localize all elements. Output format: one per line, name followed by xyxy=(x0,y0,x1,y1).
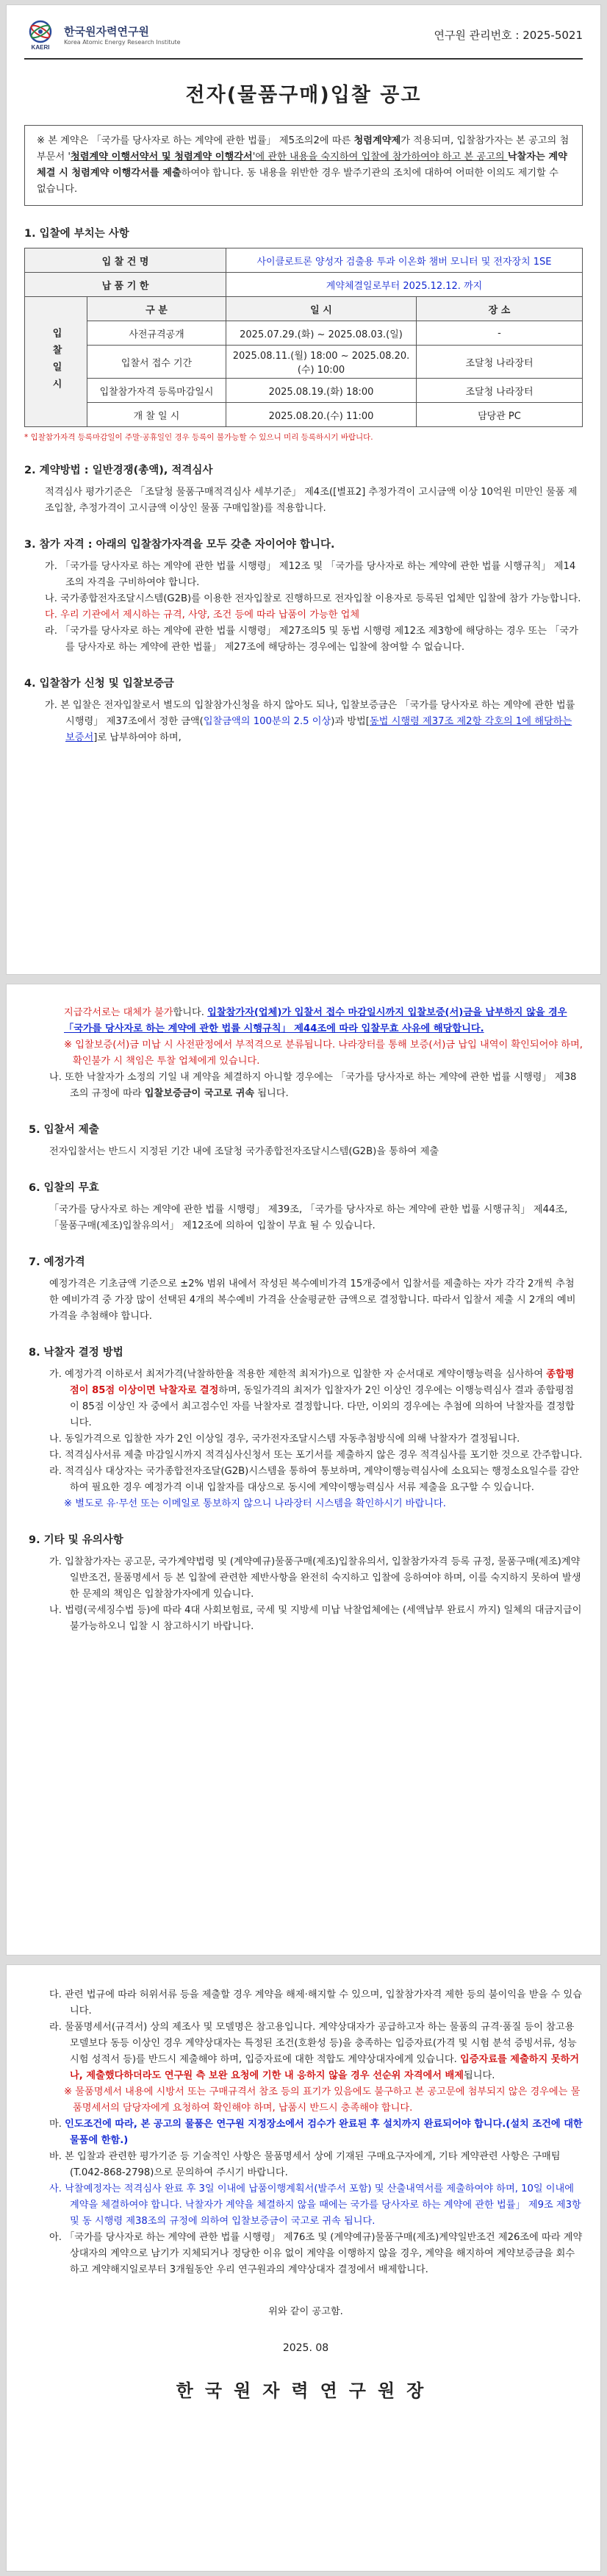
section-8-heading: 8. 낙찰자 결정 방법 xyxy=(29,1347,123,1359)
table-row: 입찰참가자격 등록마감일시 2025.08.19.(화) 18:00 조달청 나라장터 xyxy=(25,379,583,403)
page-title: 전자(물품구매)입찰 공고 xyxy=(185,84,422,107)
bid-name-label: 입 찰 건 명 xyxy=(25,248,226,273)
bid-info-table xyxy=(24,248,583,427)
section-2-text: 적격심사 평가기준은 「조달청 물품구매적격심사 세부기준」 제4조([별표2] 추정가격이 고시금액 이상 10억원 미만인 물품 제조입찰, 추정가격이 고시금액 이상인 물품 구매입찰)를 적용합니다. xyxy=(45,487,578,514)
section-3-ra: 라. 「국가를 당사자로 하는 계약에 관한 법률 시행령」 제27조의5 및 동법 시행령 제12조 제3항에 해당하는 경우 또는 「국가를 당사자로 하는 계약에 관한 법률」 제27조에 해당하는 경우에는 입찰에 참여할 수 없습니다. xyxy=(45,626,578,653)
section-9-ah: 아. 「국가를 당사자로 하는 계약에 관한 법률 시행령」 제76조 및 (계약예규)물품구매(제조)계약일반조건 제26조에 따라 계약상대자의 계약으로 남기가 지체되거나 정당한 이유 없이 계약을 이행하지 않을 경우, 계약을 해지하여 계약보증금을 회수하고 계약해지일로부터 3개월동안 우리 연구원과의 계약상대자 결정에서 배제합니다. xyxy=(49,2232,583,2275)
table-row: 개 찰 일 시 2025.08.20.(수) 11:00 담당관 PC xyxy=(25,403,583,427)
page-3 xyxy=(6,1964,601,2572)
section-9-na: 나. 법령(국세징수법 등)에 따라 4대 사회보험료, 국세 및 지방세 미납 낙찰업체에는 (세액납부 완료시 까지) 일체의 대금지급이 불가능하오니 입찰 시 참고하시기 바랍니다. xyxy=(49,1605,582,1632)
section-9-ga: 가. 입찰참가자는 공고문, 국가계약법령 및 (계약예규)물품구매(제조)입찰유의서, 입찰참가자격 등록 규정, 물품구매(제조)계약일반조건, 물품명세서 등 본 입찰에 관련한 제반사항을 완전히 숙지하고 입찰에 응하여야 하며, 이를 숙지하지 못하여 발생한 문제의 책임은 입찰참가자에게 있습니다. xyxy=(49,1556,581,1600)
section-4-heading: 4. 입찰참가 신청 및 입찰보증금 xyxy=(24,678,174,690)
section-9-sa: 사. 낙찰예정자는 적격심사 완료 후 3일 이내에 납품이행계획서(발주서 포함) 및 산출내역서를 제출하여야 하며, 10일 이내에 계약을 체결하여야 합니다. 낙찰자가 계약을 체결하지 않을 때에는 국가를 당사자로 하는 계약에 관한 법률」 제9조 제3항 및 동 시행령 제38조의 규정에 의하여 입찰보증금이 국고로 귀속 됩니다. xyxy=(49,2183,581,2227)
deadline-label: 납 품 기 한 xyxy=(25,273,226,297)
section-8-star: ※ 별도로 유·무선 또는 이메일로 통보하지 않으니 나라장터 시스템을 확인하시기 바랍니다. xyxy=(64,1498,446,1509)
notice-date: 2025. 08 xyxy=(282,2342,329,2354)
section-2-heading: 2. 계약방법 : 일반경쟁(총액), 적격심사 xyxy=(24,465,213,476)
integrity-notice: ※ 본 계약은 「국가를 당사자로 하는 계약에 관한 법률」 제5조의2에 따른 청렴계약제가 적용되며, 입찰참가자는 본 공고의 첨부문서 '청렴계약 이행서약서 및 청렴계약 이행각서'에 관한 내용을 숙지하여 입찰에 참가하여야 하고 본 공고의 낙찰자는 계약체결 시 청렴계약 이행각서를 제출하여야 합니다. 동 내용을 위반한 경우 발주기관의 조치에 대하여 어떠한 이의도 제기할 수 없습니다. xyxy=(24,125,583,206)
schedule-side-label: 입찰일시 xyxy=(25,297,87,427)
bond-star-note: ※ 입찰보증(서)금 미납 시 사전판정에서 부적격으로 분류됩니다. 나라장터를 통해 보증(서)금 납입 내역이 확인되어야 하며, 확인불가 시 책임은 투찰 업체에게 있습니다. xyxy=(64,1040,583,1067)
col-date: 일 시 xyxy=(226,297,417,321)
section-5-text: 전자입찰서는 반드시 지정된 기간 내에 조달청 국가종합전자조달시스템(G2B)을 통하여 제출 xyxy=(49,1146,439,1157)
page-1 xyxy=(6,4,601,975)
section-3-na: 나. 국가종합전자조달시스템(G2B)를 이용한 전자입찰로 진행하므로 전자입찰 이용자로 등록된 업체만 입찰에 참가 가능합니다. xyxy=(45,593,581,604)
section-5-heading: 5. 입찰서 제출 xyxy=(29,1124,99,1136)
org-logo xyxy=(24,18,181,51)
kaeri-logo-icon xyxy=(24,18,57,51)
section-9-heading: 9. 기타 및 유의사항 xyxy=(29,1534,123,1546)
col-place: 장 소 xyxy=(417,297,583,321)
section-3-heading: 3. 참가 자격 : 아래의 입찰참가자격을 모두 갖춘 자이어야 합니다. xyxy=(24,539,335,551)
closing-text: 위와 같이 공고함. xyxy=(268,2306,343,2317)
management-number: 연구원 관리번호 : 2025-5021 xyxy=(434,28,583,42)
org-name-ko: 한국원자력연구원 xyxy=(64,25,149,38)
org-name-en: Korea Atomic Energy Research Institute xyxy=(64,39,181,46)
section-9-ma: 마. 인도조건에 따라, 본 공고의 물품은 연구원 지정장소에서 검수가 완료된 후 설치까지 완료되어야 합니다.(설치 조건에 대한 물품에 한함.) xyxy=(49,2119,583,2146)
issuer-signature: 한국원자력연구원장 xyxy=(176,2380,436,2401)
section-9-da: 다. 관련 법규에 따라 허위서류 등을 제출할 경우 계약을 해제·해지할 수 있으며, 입찰참가자격 제한 등의 불이익을 받을 수 있습니다. xyxy=(49,1989,582,2017)
section-6-heading: 6. 입찰의 무효 xyxy=(29,1182,99,1194)
section-8-ga: 가. 예정가격 이하로서 최저가격(낙찰하한율 적용한 제한적 최저가)으로 입찰한 자 순서대로 계약이행능력을 심사하여 종합평점이 85점 이상이면 낙찰자로 결정하며, 동일가격의 최저가 입찰자가 2인 이상인 경우에는 이행능력심사 결과 종합평점이 85점 이상인 자 중에서 최고점수인 자를 낙찰자로 결정합니다. 다만, 이외의 경우에는 추첨에 의하여 낙찰자를 결정합니다. xyxy=(49,1369,575,1428)
deadline-value: 계약체결일로부터 2025.12.12. 까지 xyxy=(226,273,583,297)
bid-name-value: 사이클로트론 양성자 검출용 투과 이온화 챔버 모니터 및 전자장치 1SE xyxy=(226,248,583,273)
registration-note: * 입찰참가자격 등록마감일이 주말·공휴일인 경우 등록이 불가능할 수 있으니 미리 등록하시기 바랍니다. xyxy=(24,433,373,442)
section-1-heading: 1. 입찰에 부치는 사항 xyxy=(24,228,129,240)
section-9-ra: 라. 물품명세서(규격서) 상의 제조사 및 모델명은 참고용입니다. 계약상대자가 공급하고자 하는 물품의 규격·품질 등이 참고용 모델보다 동등 이상인 경우 계약상대자는 특정된 조건(호환성 등)을 충족하는 입증자료(가격 및 시험 분석 증빙서류, 성능시험 성적서 등)를 반드시 제출해야 하며, 입증자료에 대한 적합도 계약상대자에게 있습니다. 입증자료를 제출하지 못하거나, 제출했다하더라도 연구원 측 보완 요청에 기한 내 응하지 않을 경우 선순위 자격에서 배제됩니다. xyxy=(49,2022,580,2081)
col-division: 구 분 xyxy=(87,297,226,321)
section-4-na: 나. 또한 낙찰자가 소정의 기일 내 계약을 체결하지 아니할 경우에는 「국가를 당사자로 하는 계약에 관한 법률 시행령」 제38조의 규정에 따라 입찰보증금이 국고로 귀속 됩니다. xyxy=(49,1072,577,1099)
page-2 xyxy=(6,984,601,1956)
section-8-na: 나. 동일가격으로 입찰한 자가 2인 이상일 경우, 국가전자조달시스템 자동추첨방식에 의해 낙찰자가 결정됩니다. xyxy=(49,1434,520,1445)
table-row: 사전규격공개 2025.07.29.(화) ~ 2025.08.03.(일) - xyxy=(25,321,583,346)
section-8-ra: 라. 적격심사 대상자는 국가종합전자조달(G2B)시스템을 통하여 통보하며, 계약이행능력심사에 소요되는 행정소요일수를 감안하여 필요한 경우 예정가격 이내 입찰자를 대상으로 동시에 계약이행능력심사 서류 제출을 요구할 수 있습니다. xyxy=(49,1466,580,1493)
bond-continued: 지급각서로는 대체가 불가합니다. 입찰참가자(업체)가 입찰서 접수 마감일시까지 입찰보증(서)금을 납부하지 않을 경우 「국가를 당사자로 하는 계약에 관한 법률 시행규칙」 제44조에 따라 입찰무효 사유에 해당합니다. xyxy=(64,1007,567,1034)
table-row: 입찰서 접수 기간 2025.08.11.(월) 18:00 ~ 2025.08.20.(수) 10:00 조달청 나라장터 xyxy=(25,346,583,379)
section-9-ra-star: ※ 물품명세서 내용에 시방서 또는 구매규격서 참조 등의 표기가 있음에도 불구하고 본 공고문에 첨부되지 않은 경우에는 물품명세서의 담당자에게 요청하여 확인해야 하며, 납품시 반드시 충족해야 합니다. xyxy=(64,2086,581,2114)
letterhead xyxy=(24,18,583,60)
section-8-da: 다. 적격심사서류 제출 마감일시까지 적격심사신청서 또는 포기서를 제출하지 않은 경우 적격심사를 포기한 것으로 간주합니다. xyxy=(49,1450,583,1461)
section-3-ga: 가. 「국가를 당사자로 하는 계약에 관한 법률 시행령」 제12조 및 「국가를 당사자로 하는 계약에 관한 법률 시행규칙」 제14조의 자격을 구비하여야 합니다. xyxy=(45,561,576,588)
section-7-heading: 7. 예정가격 xyxy=(29,1256,85,1268)
section-7-text: 예정가격은 기초금액 기준으로 ±2% 범위 내에서 작성된 복수예비가격 15개중에서 입찰서를 제출하는 자가 각각 2개씩 추첨한 예비가격 중 가장 많이 선택된 4개의 복수예비 가격을 산술평균한 금액으로 결정합니다. 따라서 입찰서 제출 시 2개의 예비가격을 추첨해야 합니다. xyxy=(49,1278,576,1322)
svg-text:KAERI: KAERI xyxy=(31,44,50,51)
section-3-da: 다. 우리 기관에서 제시하는 규격, 사양, 조건 등에 따라 납품이 가능한 업체 xyxy=(45,609,360,620)
section-6-text: 「국가를 당사자로 하는 계약에 관한 법률 시행령」 제39조, 「국가를 당사자로 하는 계약에 관한 법률 시행규칙」 제44조, 「물품구매(제조)입찰유의서」 제12조에 의하여 입찰이 무효 될 수 있습니다. xyxy=(49,1204,568,1231)
section-9-ba: 바. 본 입찰과 관련한 평가기준 등 기술적인 사항은 물품명세서 상에 기재된 구매요구자에게, 기타 계약관련 사항은 구매팀 (T.042-868-2798)으로 문의하여 주시기 바랍니다. xyxy=(49,2151,561,2178)
section-4-ga: 가. 본 입찰은 전자입찰로서 별도의 입찰참가신청을 하지 않아도 되나, 입찰보증금은 「국가를 당사자로 하는 계약에 관한 법률 시행령」 제37조에서 정한 금액(입찰금액의 100분의 2.5 이상)과 방법[동법 시행령 제37조 제2항 각호의 1에 해당하는 보증서]로 납부하여야 하며, xyxy=(45,700,575,743)
